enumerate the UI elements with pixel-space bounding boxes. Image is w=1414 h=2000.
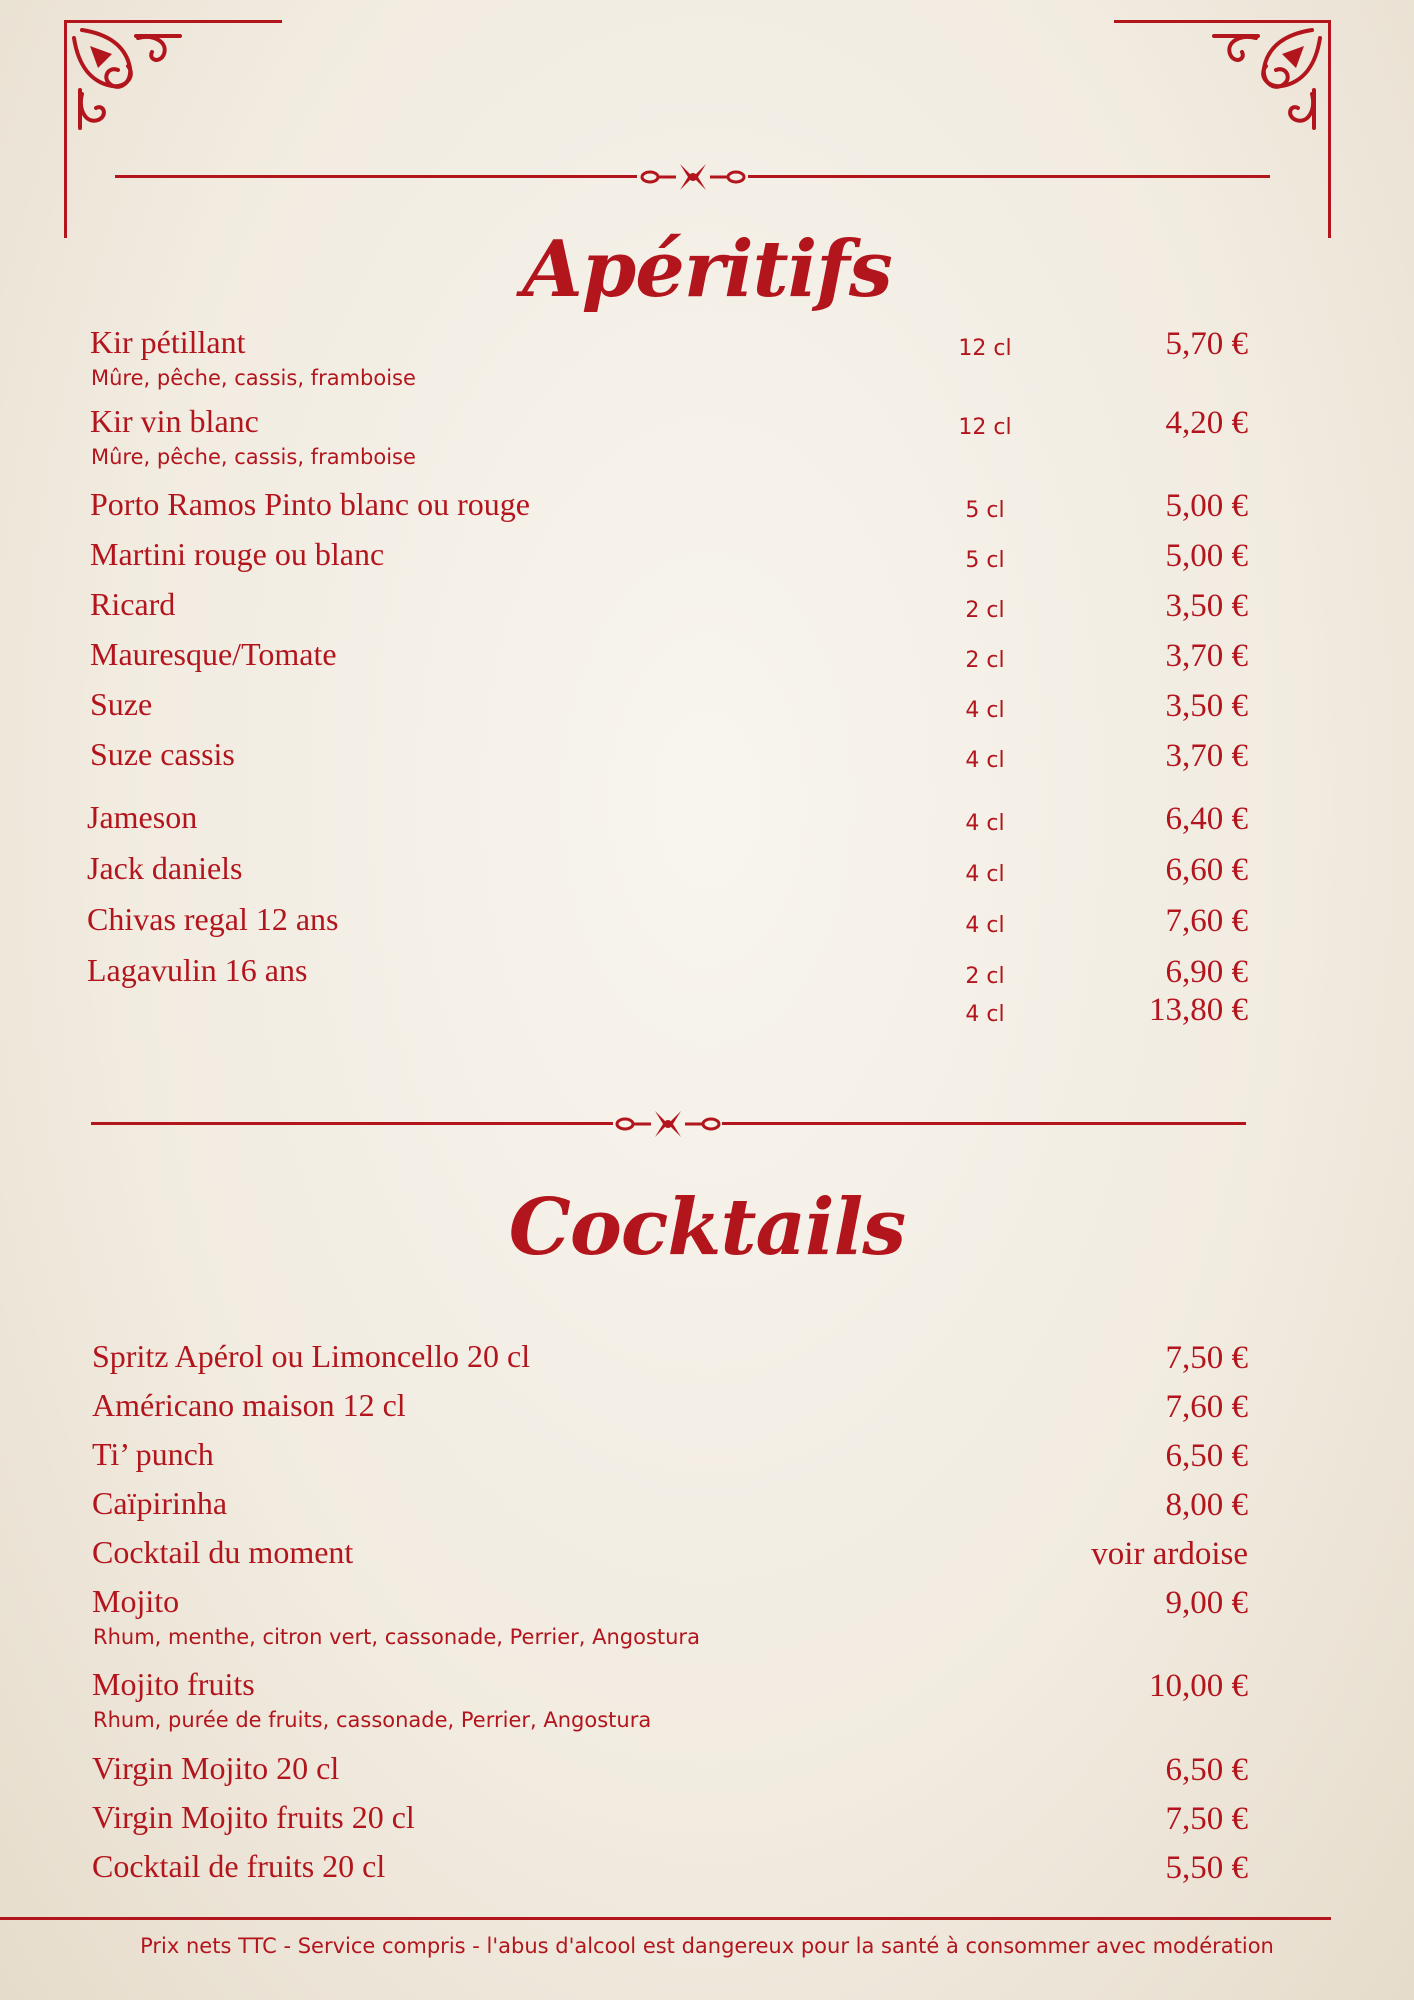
top-divider-left [115, 175, 637, 178]
cocktail-price: 7,50 € [1165, 1340, 1248, 1376]
aperitif-volume: 4 cl [965, 913, 1005, 938]
aperitif-price: 3,50 € [1165, 588, 1248, 624]
top-divider-right [748, 175, 1270, 178]
middle-divider-ornament-icon [611, 1107, 725, 1141]
footer-rule [0, 1917, 1331, 1920]
aperitif-price: 5,70 € [1165, 326, 1248, 362]
corner-flourish-right-icon [1206, 24, 1326, 134]
middle-divider-right [722, 1122, 1246, 1125]
cocktail-name: Mojito fruits [92, 1666, 255, 1702]
aperitif-name: Ricard [90, 586, 176, 622]
aperitif-volume: 4 cl [965, 748, 1005, 773]
aperitif-volume: 2 cl [965, 598, 1005, 623]
cocktail-name: Cocktail du moment [92, 1534, 354, 1570]
aperitif-price: 4,20 € [1165, 405, 1248, 441]
aperitif-volume: 12 cl [958, 336, 1012, 361]
cocktail-name: Caïpirinha [92, 1485, 228, 1521]
corner-flourish-left-icon [68, 24, 188, 134]
section-title-cocktails: Cocktails [508, 1182, 906, 1273]
aperitif-volume: 4 cl [965, 811, 1005, 836]
cocktail-name: Ti’ punch [92, 1436, 214, 1472]
cocktail-price: 7,50 € [1165, 1801, 1248, 1837]
aperitif-name: Kir vin blanc [90, 403, 259, 439]
aperitif-price: 7,60 € [1165, 903, 1248, 939]
aperitif-name: Kir pétillant [90, 324, 246, 360]
cocktail-price: 8,00 € [1165, 1487, 1248, 1523]
footer-disclaimer: Prix nets TTC - Service compris - l'abus d'alcool est dangereux pour la santé à consommer avec modération [140, 1934, 1274, 1958]
cocktail-description: Rhum, menthe, citron vert, cassonade, Perrier, Angostura [93, 1625, 700, 1649]
aperitif-name: Chivas regal 12 ans [87, 901, 339, 937]
aperitif-price: 5,00 € [1165, 538, 1248, 574]
top-divider-ornament-icon [636, 160, 750, 194]
aperitif-volume: 4 cl [965, 698, 1005, 723]
cocktail-price: 9,00 € [1165, 1585, 1248, 1621]
aperitif-volume: 2 cl [965, 964, 1005, 989]
aperitif-name: Jameson [87, 799, 198, 835]
frame-top-right-line [1114, 20, 1331, 23]
aperitif-price-2: 13,80 € [1149, 992, 1248, 1028]
aperitif-name: Porto Ramos Pinto blanc ou rouge [90, 486, 530, 522]
frame-top-left-line [64, 20, 282, 23]
cocktail-price: 6,50 € [1165, 1438, 1248, 1474]
cocktail-name: Virgin Mojito 20 cl [92, 1750, 340, 1786]
cocktail-price: 5,50 € [1165, 1850, 1248, 1886]
aperitif-price: 6,90 € [1165, 954, 1248, 990]
aperitif-name: Jack daniels [87, 850, 243, 886]
cocktail-name: Américano maison 12 cl [92, 1387, 406, 1423]
aperitif-volume: 4 cl [965, 862, 1005, 887]
cocktail-description: Rhum, purée de fruits, cassonade, Perrier, Angostura [93, 1708, 652, 1732]
aperitif-volume: 5 cl [965, 498, 1005, 523]
aperitif-price: 3,70 € [1165, 638, 1248, 674]
aperitif-price: 6,40 € [1165, 801, 1248, 837]
aperitif-price: 3,50 € [1165, 688, 1248, 724]
aperitif-volume: 5 cl [965, 548, 1005, 573]
cocktail-name: Spritz Apérol ou Limoncello 20 cl [92, 1338, 531, 1374]
aperitif-description: Mûre, pêche, cassis, framboise [91, 445, 416, 469]
cocktail-price: 6,50 € [1165, 1752, 1248, 1788]
middle-divider-left [91, 1122, 613, 1125]
aperitif-name: Mauresque/Tomate [90, 636, 337, 672]
aperitif-price: 5,00 € [1165, 488, 1248, 524]
cocktail-name: Cocktail de fruits 20 cl [92, 1848, 386, 1884]
aperitif-volume: 12 cl [958, 415, 1012, 440]
cocktail-price: 10,00 € [1149, 1668, 1248, 1704]
aperitif-volume: 2 cl [965, 648, 1005, 673]
aperitif-name: Suze cassis [90, 736, 235, 772]
aperitif-name: Lagavulin 16 ans [87, 952, 308, 988]
aperitif-description: Mûre, pêche, cassis, framboise [91, 366, 416, 390]
frame-right-vertical-line [1328, 20, 1331, 238]
cocktail-price: 7,60 € [1165, 1389, 1248, 1425]
section-title-aperitifs: Apéritifs [522, 224, 892, 315]
aperitif-price: 6,60 € [1165, 852, 1248, 888]
cocktail-name: Virgin Mojito fruits 20 cl [92, 1799, 415, 1835]
aperitif-name: Suze [90, 686, 153, 722]
frame-left-vertical-line [64, 20, 67, 238]
cocktail-name: Mojito [92, 1583, 180, 1619]
aperitif-price: 3,70 € [1165, 738, 1248, 774]
aperitif-name: Martini rouge ou blanc [90, 536, 385, 572]
aperitif-volume-2: 4 cl [965, 1002, 1005, 1027]
cocktail-price: voir ardoise [1091, 1536, 1248, 1572]
